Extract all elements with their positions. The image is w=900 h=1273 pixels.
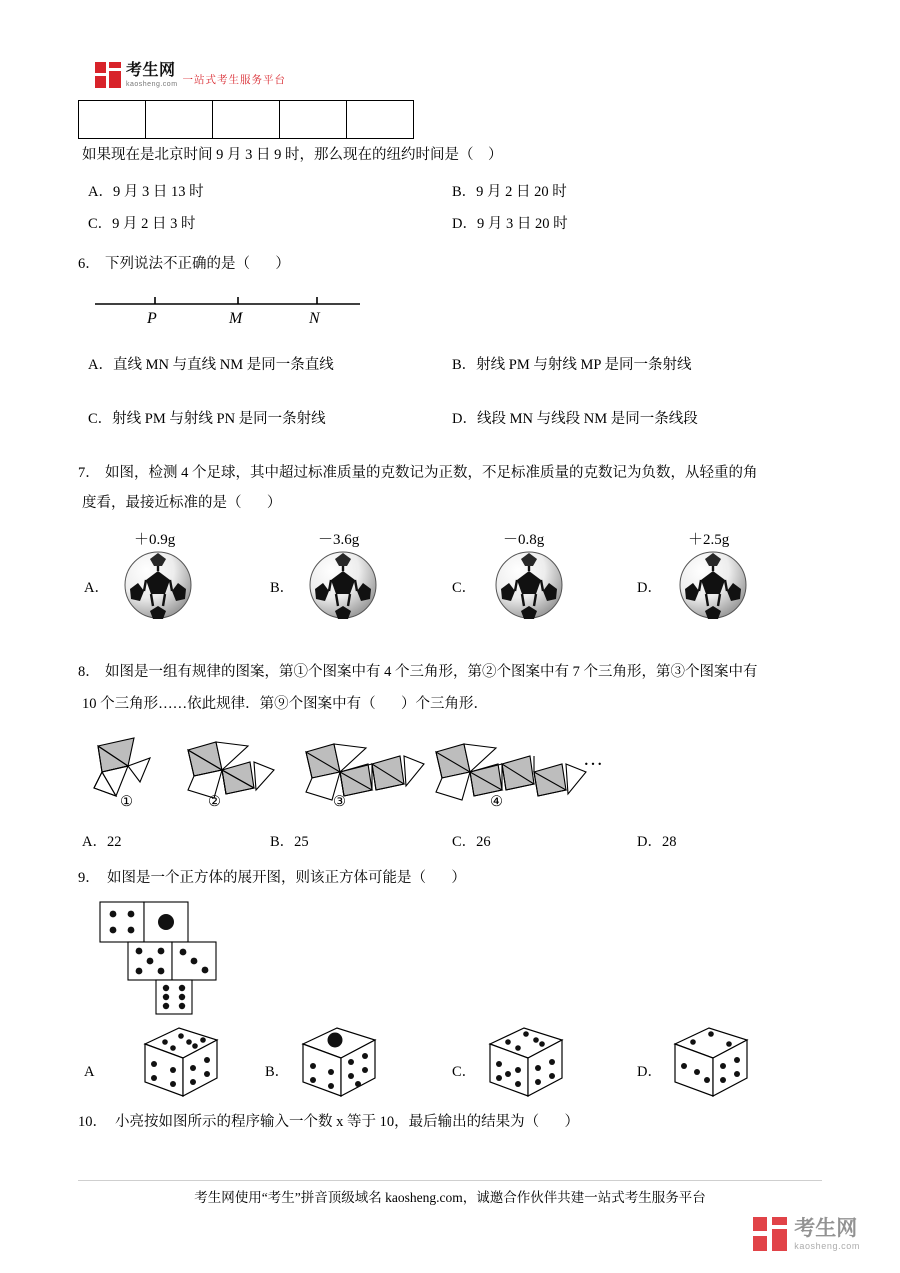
q7-value-d: ＋2.5g (688, 532, 730, 548)
q8-pattern-figure (88, 726, 608, 816)
logo-name-en: kaosheng.com (126, 81, 178, 88)
site-logo (95, 62, 286, 88)
soccer-ball-icon (122, 549, 194, 621)
q9-option-a-label: A (84, 1064, 95, 1080)
q8-figure-label-3: ③ (333, 794, 346, 810)
watermark-name-cn: 考生网 (794, 1216, 858, 1240)
table-cell (146, 101, 213, 139)
q5-stem: 如果现在是北京时间 9 月 3 日 9 时，那么现在的纽约时间是（ ） (82, 147, 503, 163)
q8-stem-line2: 10 个三角形……依此规律．第⑨个图案中有（ ）个三角形． (82, 696, 488, 712)
q10-number: 10． (78, 1114, 107, 1130)
q8-option-b: B．25 (270, 834, 309, 850)
logo-slogan: 一站式考生服务平台 (182, 74, 287, 86)
q6-option-b: B．射线 PM 与射线 MP 是同一条射线 (452, 357, 692, 373)
q7-value-c: －0.8g (503, 532, 545, 548)
q8-figure-label-1: ① (120, 794, 133, 810)
svg-text:M: M (229, 310, 243, 326)
dice-cube-icon (667, 1020, 755, 1102)
q6-number-line-figure (90, 286, 380, 326)
q5-option-a: A．9 月 3 日 13 时 (88, 184, 204, 200)
q7-stem-line2: 度看，最接近标准的是（ ） (82, 495, 282, 511)
q8-figure-label-4: ④ (490, 794, 503, 810)
q5-option-d: D．9 月 3 日 20 时 (452, 216, 568, 232)
q8-ellipsis: … (583, 748, 605, 770)
q9-option-d-label: D． (637, 1064, 662, 1080)
q6-option-c: C．射线 PM 与射线 PN 是同一条射线 (88, 411, 326, 427)
svg-text:P: P (147, 310, 157, 326)
q6-option-a: A．直线 MN 与直线 NM 是同一条直线 (88, 357, 334, 373)
q6-number: 6． (78, 256, 100, 272)
q9-cube-net-figure (95, 898, 270, 1018)
logo-text (126, 63, 178, 88)
soccer-ball-icon (307, 549, 379, 621)
table-cell (347, 101, 414, 139)
table-cell (280, 101, 347, 139)
table-cell (79, 101, 146, 139)
q6-stem: 下列说法不正确的是（ ） (105, 256, 290, 272)
q7-option-d-label: D． (637, 580, 662, 596)
footer-divider (78, 1180, 822, 1181)
q8-stem-line1: 如图是一组有规律的图案，第①个图案中有 4 个三角形，第②个图案中有 7 个三角形，第③个图案中有 (105, 664, 758, 680)
dice-cube-icon (482, 1020, 570, 1102)
q7-value-a: ＋0.9g (134, 532, 176, 548)
q9-number: 9． (78, 870, 100, 886)
dice-cube-icon (137, 1020, 225, 1102)
q8-option-c: C．26 (452, 834, 491, 850)
q8-option-a: A．22 (82, 834, 122, 850)
q8-option-d: D．28 (637, 834, 677, 850)
q7-option-b-label: B． (270, 580, 295, 596)
q8-number: 8． (78, 664, 100, 680)
q10-stem: 小亮按如图所示的程序输入一个数 x 等于 10，最后输出的结果为（ ） (115, 1114, 579, 1130)
watermark (753, 1217, 860, 1251)
q6-option-d: D．线段 MN 与线段 NM 是同一条线段 (452, 411, 698, 427)
q5-option-c: C．9 月 2 日 3 时 (88, 216, 196, 232)
q9-option-b-label: B． (265, 1064, 290, 1080)
watermark-name-en: kaosheng.com (794, 1240, 860, 1251)
table-cell (213, 101, 280, 139)
soccer-ball-icon (677, 549, 749, 621)
logo-name-cn: 考生网 (126, 62, 176, 79)
q5-option-b: B．9 月 2 日 20 时 (452, 184, 567, 200)
q8-figure-label-2: ② (208, 794, 221, 810)
watermark-text (794, 1218, 860, 1251)
q7-option-a-label: A． (84, 580, 109, 596)
watermark-logo-icon (753, 1217, 787, 1251)
dice-cube-icon (295, 1020, 383, 1102)
table-row (79, 101, 414, 139)
footer-text: 考生网使用“考生”拼音顶级域名 kaosheng.com，诚邀合作伙伴共建一站式考生服务平台 (194, 1190, 706, 1205)
soccer-ball-icon (493, 549, 565, 621)
q7-value-b: －3.6g (318, 532, 360, 548)
q7-number: 7． (78, 465, 100, 481)
q9-stem: 如图是一个正方体的展开图，则该正方体可能是（ ） (107, 870, 466, 886)
logo-mark-icon (95, 62, 121, 88)
q7-option-c-label: C． (452, 580, 477, 596)
q9-option-c-label: C． (452, 1064, 477, 1080)
q7-stem-line1: 如图，检测 4 个足球，其中超过标准质量的克数记为正数，不足标准质量的克数记为负数，从轻重的角 (105, 465, 758, 481)
answer-table (78, 100, 414, 139)
svg-text:N: N (309, 310, 320, 326)
